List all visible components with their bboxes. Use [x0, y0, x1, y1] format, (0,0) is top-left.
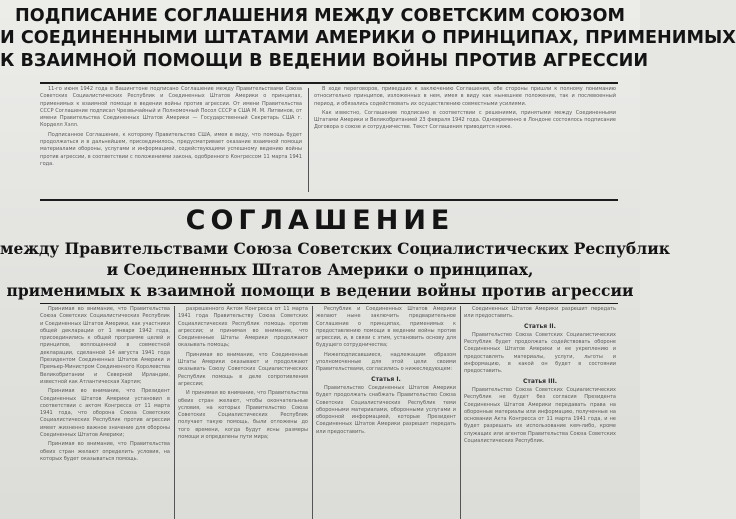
column-divider	[308, 88, 309, 192]
agreement-col3-paragraph-1: Республик и Соединенных Штатов Америки желают ныне заключить предварительное Соглашение о принципах, применимых к предоставлению помощи в ведении войны против агрессии, и, в связи с этим, установить основу для будущего сотрудничества;	[316, 306, 456, 349]
article-3-heading: Статья III.	[522, 377, 558, 385]
agreement-col1-paragraph-3: Принимая во внимание, что Правительства обеих стран желают определить условия, на которых будет оказываться помощь.	[40, 441, 170, 462]
agreement-column-2	[178, 306, 308, 519]
agreement-col2-paragraph-3: И принимая во внимание, что Правительства обеих стран желают, чтобы окончательные условия, на которых Правительство Союза Советских Социалистических Республик получает такую помощь, были отложены до того времени, когда будут ясны размеры помощи и определены пути мира;	[178, 390, 308, 441]
article-3-text: Правительство Союза Советских Социалистических Республик не будет без согласия Президента Соединенных Штатов Америки передавать права на оборонные материалы или информацию, полученные на основании Акта Конгресса от 11 марта 1941 года, и не будет разрешать их использование кем-либо, кроме служащих или агентов Правительства Союза Советских Социалистических Республик.	[464, 386, 616, 445]
agreement-column-3	[316, 306, 456, 519]
report-left-paragraph-1: 11-го июня 1942 года в Вашингтоне подписано Соглашение между Правительствами Союза Советских Социалистических Республик и Соединенных Штатов Америки о принципах, применимых к взаимной помощи в ведении войны против агрессии. От имени Правительства СССР Соглашение подписал Чрезвычайный и Полномочный Посол СССР в США М. М. Литвинов, от имени Правительства Соединенных Штатов Америки — Государственный Секретарь США г. Корделл Хэлл.	[40, 86, 302, 129]
headline-line-3: К ВЗАИМНОЙ ПОМОЩИ В ВЕДЕНИИ ВОЙНЫ ПРОТИВ АГРЕССИИ	[0, 51, 649, 71]
article-1-heading: Статья I.	[371, 375, 401, 383]
agreement-subtitle-2: и Соединенных Штатов Америки о принципах,	[106, 260, 534, 279]
column-divider	[460, 306, 461, 519]
report-right-paragraph-2: Как известно, Соглашение подписано в соответствии с решениями, принятыми между Соединенными Штатами Америки и Великобританией 23 февраля 1942 года. Одновременно в Лондоне состоялось подписание Договора о союзе и сотрудничестве. Текст Соглашения приводится ниже.	[314, 109, 616, 131]
agreement-col1-paragraph-1: Принимая во внимание, что Правительства Союза Советских Социалистических Республик и Соединенных Штатов Америки, как участники общей декларации от 1 января 1942 года, присоединились к общей программе целей и принципов, воплощенной в совместной декларации, сделанной 14 августа 1941 года Президентом Соединенных Штатов Америки и Премьер-Министром Соединенного Королевства Великобритании и Северной Ирландии, известной как Атлантическая Хартия;	[40, 306, 170, 385]
section-rule	[40, 199, 618, 201]
agreement-column-4	[464, 306, 616, 519]
agreement-col2-paragraph-2: Принимая во внимание, что Соединенные Штаты Америки оказывают и продолжают оказывать Союзу Советских Социалистических Республик помощь в деле сопротивления агрессии;	[178, 351, 308, 387]
report-right-paragraph-1: В ходе переговоров, приведших к заключению Соглашения, обе стороны пришли к полному пониманию относительно принципов, изложенных в нем, имея в виду как нынешнее положение, так и послевоенный период, и обязались содействовать их осуществлению совместными усилиями.	[314, 86, 616, 107]
report-right-column	[314, 86, 616, 196]
agreement-subtitle-1: между Правительствами Союза Советских Социалистических Республик	[0, 239, 670, 258]
report-left-paragraph-2: Подписанное Соглашение, к которому Правительство США, имея в виду, что помощь будет продолжаться и в дальнейшем, присоединилось, предусматривает оказание взаимной помощи материалами обороны, услугами и информацией, содействующими успешному ведению войны против агрессии, в соответствии с положениями закона, одобренного Конгрессом 11 марта 1941 года.	[40, 131, 302, 167]
agreement-col1-paragraph-2: Принимая во внимание, что Президент Соединенных Штатов Америки установил в соответствии с актом Конгресса от 11 марта 1941 года, что оборона Союза Советских Социалистических Республик против агрессии имеет жизненно важное значение для обороны Соединенных Штатов Америки;	[40, 388, 170, 439]
report-left-column	[40, 86, 302, 196]
article-2-text: Правительство Союза Советских Социалистических Республик будет продолжать содействовать обороне Соединенных Штатов Америки и ее укреплению и предоставлять материалы, услуги, льготы и информацию, в какой он будет в состоянии предоставить.	[464, 331, 616, 375]
article-2-heading: Статья II.	[524, 322, 556, 330]
agreement-subtitle-3: применимых к взаимной помощи в ведении войны против агрессии	[6, 281, 634, 300]
agreement-col2-paragraph-1: разрешенного Актом Конгресса от 11 марта 1941 года Правительству Союза Советских Социалистических Республик помощь против агрессии; и принимая во внимание, что Соединенные Штаты Америки продолжают оказывать помощь;	[178, 306, 308, 349]
agreement-rule	[40, 303, 618, 304]
headline-rule	[40, 82, 618, 84]
headline-line-1: ПОДПИСАНИЕ СОГЛАШЕНИЯ МЕЖДУ СОВЕТСКИМ СОЮЗОМ	[15, 6, 625, 26]
column-divider	[312, 306, 313, 519]
agreement-title: СОГЛАШЕНИЕ	[185, 205, 455, 236]
agreement-column-1	[40, 306, 170, 519]
agreement-col4-paragraph-1: Соединенных Штатов Америки разрешит передать или предоставить.	[464, 306, 616, 320]
article-1-text: Правительство Соединенных Штатов Америки будет продолжать снабжать Правительство Союза Советских Социалистических Республик теми оборонными материалами, оборонными услугами и оборонной информацией, которые Президент Соединенных Штатов Америки разрешит передать или предоставить.	[316, 384, 456, 435]
column-divider	[174, 306, 175, 519]
agreement-col3-paragraph-2: Нижеподписавшиеся, надлежащим образом уполномоченные для этой цели своими Правительствами, согласились о нижеследующем:	[316, 351, 456, 373]
headline-line-2: И СОЕДИНЕННЫМИ ШТАТАМИ АМЕРИКИ О ПРИНЦИПАХ, ПРИМЕНИМЫХ	[0, 28, 736, 48]
